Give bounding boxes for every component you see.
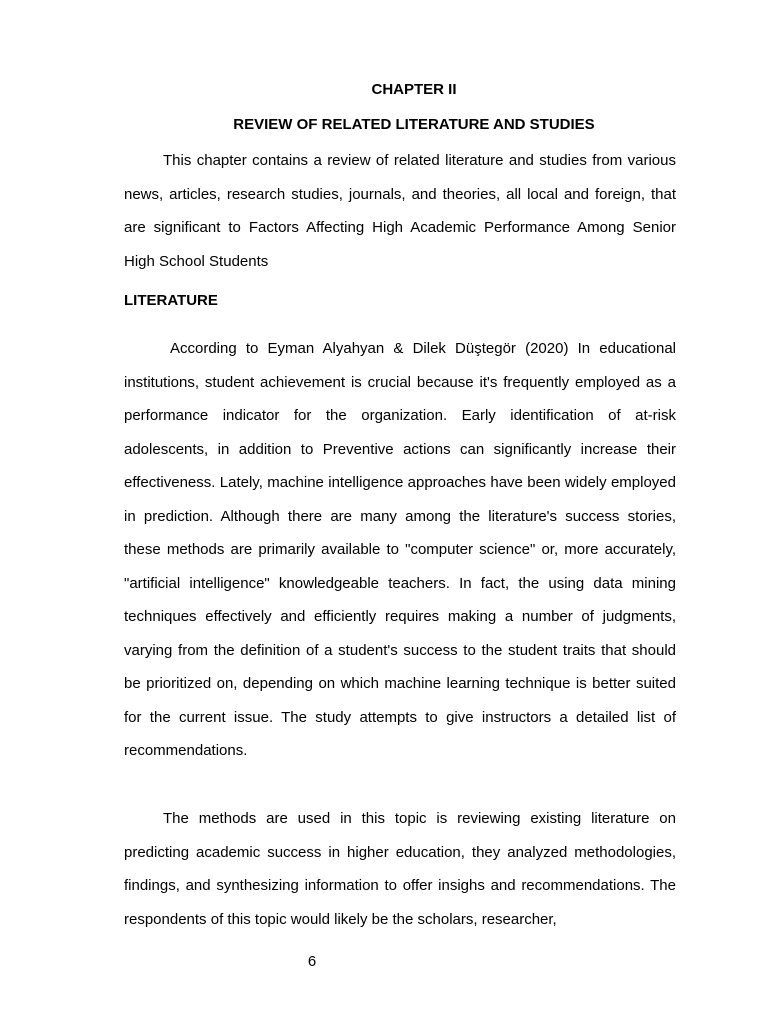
intro-paragraph: This chapter contains a review of related literature and studies from various news, articles, research studies, journals, and theories, all local and foreign, that are significant to Factors Affecting High Academic Performance Among Senior High School Students — [124, 152, 676, 270]
document-page — [124, 0, 676, 1024]
chapter-number: CHAPTER II — [371, 81, 457, 98]
page-number: 6 — [307, 953, 317, 970]
literature-paragraph-1: According to Eyman Alyahyan & Dilek Düştegör (2020) In educational institutions, student achievement is crucial because it's frequently employed as a performance indicator for the organization. Early identification of at-risk adolescents, in addition to Preventive actions can significantly increase their effectiveness. Lately, machine intelligence approaches have been widely employed in prediction. Although there are many among the literature's success stories, these methods are primarily available to "computer science" or, more accurately, "artificial intelligence" knowledgeable teachers. In fact, the using data mining techniques effectively and efficiently requires making a number of judgments, varying from the definition of a student's success to the student traits that should be prioritized on, depending on which machine learning technique is better suited for the current issue. The study attempts to give instructors a detailed list of recommendations. — [124, 340, 676, 759]
literature-paragraph-2: The methods are used in this topic is reviewing existing literature on predicting academic success in higher education, they analyzed methodologies, findings, and synthesizing information to offer insighs and recommendations. The respondents of this topic would likely be the scholars, researcher, — [124, 810, 676, 928]
section-heading-literature: LITERATURE — [124, 292, 218, 309]
chapter-title: REVIEW OF RELATED LITERATURE AND STUDIES — [233, 116, 595, 133]
